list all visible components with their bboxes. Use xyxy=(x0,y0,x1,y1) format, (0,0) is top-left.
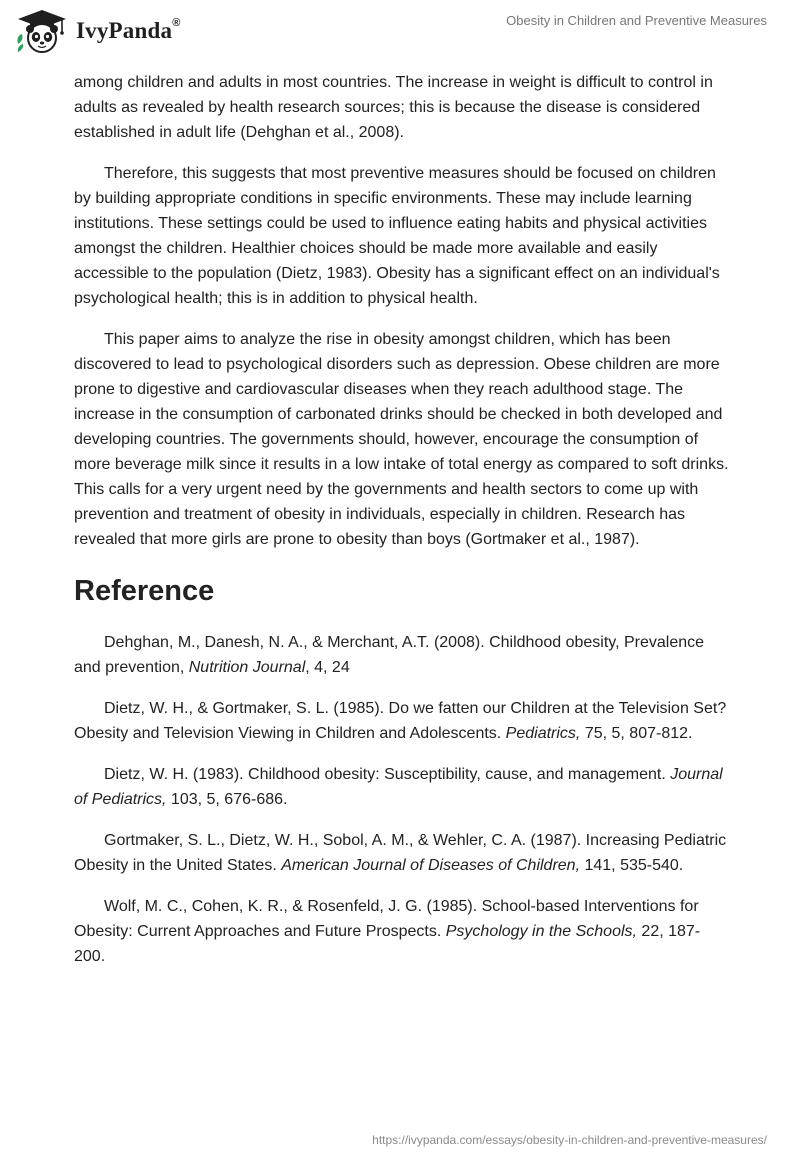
source-url[interactable]: https://ivypanda.com/essays/obesity-in-children-and-preventive-measures/ xyxy=(372,1133,767,1147)
reference-text: Dehghan, M., Danesh, N. A., & Merchant, A.T. (2008). Childhood obesity, Prevalence and prevention, xyxy=(74,634,705,676)
body-paragraph: among children and adults in most countries. The increase in weight is difficult to control in adults as revealed by health research sources; this is because the disease is considered established in adult life (Dehghan et al., 2008). xyxy=(74,74,713,141)
reference-journal: American Journal of Diseases of Children, xyxy=(281,857,581,874)
running-title: Obesity in Children and Preventive Measures xyxy=(506,13,767,28)
reference-details: , 4, 24 xyxy=(305,659,350,676)
brand-name xyxy=(76,18,181,44)
reference-journal: Pediatrics, xyxy=(505,725,581,742)
reference-heading: Reference xyxy=(74,575,215,607)
body-paragraph: This paper aims to analyze the rise in obesity amongst children, which has been discovered to lead to psychological disorders such as depression. Obese children are more prone to digestive and cardiovascular diseases when they reach adulthood stage. The increase in the consumption of carbonated drinks should be checked in both developed and developing countries. The governments should, however, encourage the consumption of more beverage milk since it results in a low intake of total energy as compared to soft drinks. This calls for a very urgent need by the governments and health sectors to come up with prevention and treatment of obesity in individuals, especially in children. Research has revealed that more girls are prone to obesity than boys (Gortmaker et al., 1987). xyxy=(74,331,729,548)
page-header xyxy=(0,0,800,66)
reference-text: Dietz, W. H. (1983). Childhood obesity: Susceptibility, cause, and management. xyxy=(104,766,671,783)
reference-details: 22, 187-200. xyxy=(74,923,701,965)
reference-item xyxy=(74,894,730,969)
registered-mark: ® xyxy=(172,17,181,30)
body-paragraph: Therefore, this suggests that most preventive measures should be focused on children by building appropriate conditions in specific environments. These may include learning institutions. These settings could be used to influence eating habits and physical activities amongst the children. Healthier choices should be made more available and easily accessible to the population (Dietz, 1983). Obesity has a significant effect on an individual's psychological health; this is in addition to physical health. xyxy=(74,165,720,307)
reference-item xyxy=(74,696,730,746)
reference-item xyxy=(74,762,730,812)
reference-journal: Psychology in the Schools, xyxy=(445,923,637,940)
reference-details: 103, 5, 676-686. xyxy=(166,791,288,808)
reference-item xyxy=(74,630,730,680)
reference-details: 75, 5, 807-812. xyxy=(580,725,693,742)
reference-text: Wolf, M. C., Cohen, K. R., & Rosenfeld, J. G. (1985). School-based Interventions for Obesity: Current Approaches and Future Prospects. xyxy=(74,898,699,940)
brand-text: IvyPanda xyxy=(76,18,173,43)
essay-content xyxy=(74,70,730,985)
reference-journal: Nutrition Journal xyxy=(188,659,306,676)
ivypanda-logo[interactable] xyxy=(14,8,181,54)
reference-journal: Journal of Pediatrics, xyxy=(74,766,723,808)
reference-text: Dietz, W. H., & Gortmaker, S. L. (1985). Do we fatten our Children at the Television Set? Obesity and Television Viewing in Children and Adolescents. xyxy=(74,700,727,742)
panda-graduate-icon xyxy=(14,8,70,54)
reference-item xyxy=(74,828,730,878)
reference-details: 141, 535-540. xyxy=(580,857,684,874)
reference-text: Gortmaker, S. L., Dietz, W. H., Sobol, A. M., & Wehler, C. A. (1987). Increasing Pediatric Obesity in the United States. xyxy=(74,832,727,874)
